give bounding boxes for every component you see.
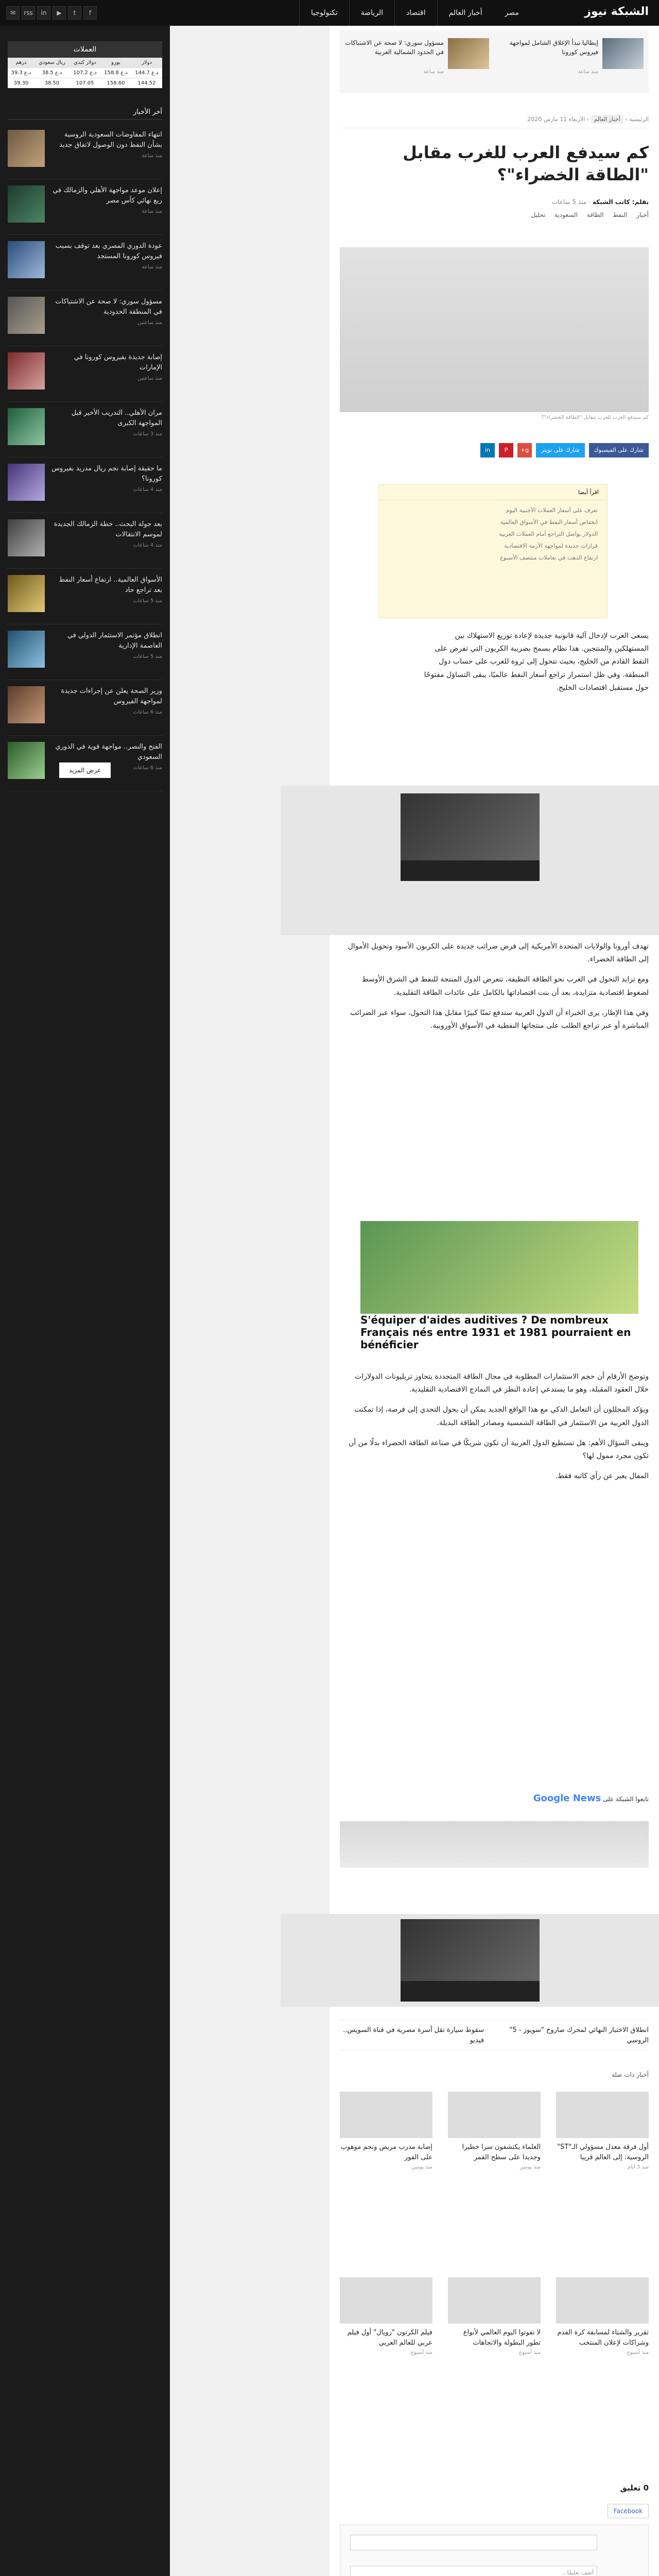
currency-cell: د.ع 158.8	[100, 68, 131, 78]
news-title[interactable]: انتهاء المفاوضات السعودية الروسية بشأن النفط دون الوصول لاتفاق جديد	[59, 131, 162, 149]
news-title[interactable]: بعد جولة البحث.. خطة الزمالك الجديدة لموسم الانتقالات	[54, 520, 162, 538]
related-item[interactable]	[340, 2277, 432, 2355]
sidebar	[0, 26, 170, 2576]
related-title[interactable]: إصابة مدرب مريض ونجم موهوب على الفور	[340, 2143, 432, 2161]
more-news-button[interactable]: عرض المزيد	[59, 762, 111, 778]
list-item[interactable]	[8, 624, 162, 680]
news-date: منذ ساعة	[142, 153, 162, 159]
related-item[interactable]	[556, 2277, 649, 2355]
list-item[interactable]	[8, 346, 162, 402]
related-thumbnail[interactable]	[448, 2277, 541, 2324]
read-also-item[interactable]: قرارات جديدة لمواجهة الأزمة الاقتصادية	[504, 543, 598, 549]
article-tags	[340, 211, 649, 218]
article-paragraph: ومع تزايد التحول في الغرب نحو الطاقة النظيفة، تتعرض الدول المنتجة للنفط في الشرق الأوسط لضغوط اقتصادية متزايدة، بعد أن بنت اقتصاداتها بالكامل على عائدات الطاقة التقليدية.	[361, 975, 649, 997]
related-thumbnail[interactable]	[556, 2092, 649, 2138]
currency-cell: 144.52	[131, 78, 162, 89]
featured-date: منذ ساعة	[578, 69, 598, 75]
featured-thumbnail[interactable]	[602, 38, 644, 69]
news-thumbnail[interactable]	[8, 408, 45, 445]
currency-cell: د.ع 38.5	[34, 68, 70, 78]
related-date: منذ يومين	[411, 2164, 432, 2170]
comment-name-input[interactable]	[350, 2535, 597, 2550]
currency-header: يورو	[100, 58, 131, 68]
ad-creative[interactable]	[401, 793, 540, 881]
related-thumbnail[interactable]	[340, 2092, 432, 2138]
related-date: منذ أسبوع	[410, 2350, 432, 2355]
related-date: منذ أسبوع	[627, 2350, 649, 2355]
nav-item-technology[interactable]: تكنولوجيا	[299, 0, 349, 26]
article-time: منذ 5 ساعات	[551, 198, 587, 206]
follow-label: تابعوا الشبكة على	[603, 1795, 649, 1803]
currency-header: ريال سعودي	[34, 58, 70, 68]
featured-strip	[340, 31, 649, 93]
image-caption: كم سيدفع العرب للغرب مقابل "الطاقة الخضراء"؟	[541, 415, 649, 420]
related-heading: أخبار ذات صلة	[611, 2071, 649, 2078]
news-thumbnail[interactable]	[8, 297, 45, 334]
share-linkedin-icon[interactable]: in	[480, 443, 495, 457]
currency-table	[8, 58, 162, 88]
read-also-item[interactable]: تعرف على أسعار العملات الأجنبية اليوم	[506, 507, 598, 514]
list-item[interactable]	[8, 179, 162, 235]
share-googleplus-icon[interactable]: g+	[517, 443, 532, 457]
news-title[interactable]: مسؤول سوري: لا صحة عن الاشتباكات في المنطقة الحدودية	[55, 298, 162, 316]
tag-item[interactable]: السعودية	[554, 211, 578, 218]
related-thumbnail[interactable]	[448, 2092, 541, 2138]
currency-header: درهم	[8, 58, 34, 68]
related-item[interactable]	[448, 2277, 541, 2355]
ad-image[interactable]	[360, 1221, 638, 1314]
featured-title[interactable]: إيطاليا تبدأ الإغلاق الشامل لمواجهة فيروس كورونا	[509, 39, 598, 56]
related-thumbnail[interactable]	[556, 2277, 649, 2324]
news-date: منذ 4 ساعات	[133, 543, 162, 548]
currency-cell: 158.60	[100, 78, 131, 89]
list-item[interactable]	[8, 680, 162, 736]
ad-headline[interactable]: S'équiper d'aides auditives ? De nombreux Français nés entre 1931 et 1981 pourraient en bénéficier	[360, 1314, 631, 1351]
featured-item[interactable]	[494, 38, 644, 84]
mail-icon[interactable]: ✉	[6, 6, 20, 20]
currency-cell: د.ع 144.7	[131, 68, 162, 78]
read-also-item[interactable]: ارتفاع الذهب في تعاملات منتصف الأسبوع	[500, 554, 598, 561]
social-icons	[6, 6, 97, 20]
news-thumbnail[interactable]	[8, 575, 45, 612]
comments-section	[340, 2483, 649, 2576]
breadcrumb: الرئيسية › أخبار العالم › الأربعاء 11 مارس 2020	[340, 111, 649, 128]
tag-item[interactable]: تحليل	[531, 211, 546, 218]
news-thumbnail[interactable]	[8, 686, 45, 723]
linkedin-icon[interactable]: in	[37, 6, 50, 20]
article-paragraph: ويؤكد المحللون أن التعامل الذكي مع هذا الواقع الجديد يمكن أن يحول التحدي إلى فرصة، إذا تمكنت الدول العربية من الاستثمار في الطاقة الشمسية ومصادر الطاقة البديلة.	[354, 1405, 649, 1427]
next-post-link[interactable]: سقوط سيارة تقل أسرة مصرية في قناة السويس.. فيديو	[343, 2026, 484, 2044]
news-thumbnail[interactable]	[8, 519, 45, 556]
news-thumbnail[interactable]	[8, 185, 45, 223]
ad-creative[interactable]	[401, 1919, 540, 2002]
news-title[interactable]: وزير الصحة يعلن عن إجراءات جديدة لمواجهة الفيروس	[61, 687, 162, 705]
news-title[interactable]: ما حقيقة إصابة نجم ريال مدريد بفيروس كورونا؟	[51, 465, 162, 483]
news-title[interactable]: انطلاق مؤتمر الاستثمار الدولي في العاصمة الإدارية	[67, 632, 162, 650]
read-also-item[interactable]: انخفاض أسعار النفط في الأسواق العالمية	[500, 519, 598, 526]
rss-icon[interactable]: rss	[22, 6, 35, 20]
read-also-item[interactable]: الدولار يواصل التراجع أمام العملات العربية	[499, 531, 598, 537]
news-thumbnail[interactable]	[8, 241, 45, 278]
article-author[interactable]: بقلم: كاتب الشبكة	[592, 198, 649, 206]
google-news-logo[interactable]: Google News	[533, 1793, 601, 1804]
post-navigation	[340, 2020, 649, 2050]
breadcrumb-home[interactable]: الرئيسية	[629, 116, 649, 123]
news-date: منذ 5 ساعات	[133, 654, 162, 659]
article-intro: يسعى الغرب لإدخال آلية قانونية جديدة لإعادة توزيع الاستهلاك بين المستهلكين والمنتجين. هذا نظام يسمح بضريبة الكربون التي تفرض على النفط القادم من الخليج، بحيث تتحول إلى ثروة للغرب على حساب دول المنطقة. وفي ظل استمرار تراجع أسعار النفط عالميًا، يبقى التساؤل مفتوحًا حول مستقبل اقتصادات الخليج.	[424, 632, 649, 692]
facebook-icon[interactable]: f	[83, 6, 97, 20]
youtube-icon[interactable]: ▶	[53, 6, 66, 20]
news-title[interactable]: إصابة جديدة بفيروس كورونا في الإمارات	[74, 353, 162, 371]
google-news-follow[interactable]	[340, 1793, 649, 1804]
top-navigation-bar	[0, 0, 659, 26]
news-title[interactable]: الأسواق العالمية.. ارتفاع أسعار النفط بعد تراجع حاد	[59, 576, 162, 594]
news-date: منذ 3 ساعات	[133, 431, 162, 437]
currency-cell: 107.05	[70, 78, 100, 89]
nav-item-economy[interactable]: اقتصاد	[394, 0, 437, 26]
list-item[interactable]	[8, 457, 162, 513]
news-title[interactable]: الفتح والنصر.. مواجهة قوية في الدوري السعودي	[55, 743, 162, 761]
currency-widget	[8, 41, 162, 88]
news-date: منذ ساعتين	[137, 320, 162, 326]
related-item[interactable]	[448, 2092, 541, 2170]
news-title[interactable]: عودة الدوري المصري بعد توقف بسبب فيروس كورونا المستجد	[55, 242, 162, 260]
list-item[interactable]	[8, 235, 162, 291]
news-date: منذ ساعتين	[137, 376, 162, 381]
read-also-box	[378, 484, 608, 618]
currency-header: دولار	[131, 58, 162, 68]
tag-item[interactable]: النفط	[613, 211, 628, 218]
article-meta: بقلم: كاتب الشبكة · منذ 5 ساعات	[551, 198, 649, 206]
breadcrumb-category[interactable]: أخبار العالم	[591, 115, 623, 124]
related-item[interactable]	[340, 2092, 432, 2170]
related-title[interactable]: تقرير والشتاء لمسابقة كرة القدم وشراكات لإعلان المنتخب	[557, 2329, 649, 2347]
currency-cell: د.ع 39.3	[8, 68, 34, 78]
article-signature: المقال يعبر عن رأي كاتبه فقط.	[555, 1472, 649, 1481]
tag-item[interactable]: الطاقة	[586, 211, 604, 218]
featured-title[interactable]: مسؤول سوري: لا صحة عن الاشتباكات في الحدود الشمالية الغربية	[345, 39, 444, 56]
featured-item[interactable]	[340, 38, 489, 84]
nav-item-sport[interactable]: الرياضة	[349, 0, 394, 26]
news-thumbnail[interactable]	[8, 130, 45, 167]
share-pinterest-icon[interactable]: P	[499, 443, 513, 457]
related-title[interactable]: فيلم الكرتون "رويال" أول فيلم عربي للعالم العربي	[347, 2329, 432, 2347]
news-date: منذ 6 ساعات	[133, 709, 162, 715]
related-title[interactable]: أول فرقة معدل مسؤولي الـ"ST" الروسية: إلى العالم قريبا	[557, 2143, 649, 2161]
comment-textarea[interactable]: أضف تعليقًا...	[350, 2566, 597, 2576]
ad-block	[281, 786, 659, 935]
article-featured-image	[340, 247, 649, 412]
article-title: كم سيدفع العرب للغرب مقابل "الطاقة الخضراء"؟	[403, 143, 649, 185]
read-also-heading: اقرأ أيضا	[379, 485, 607, 500]
list-item[interactable]	[8, 569, 162, 624]
nav-item-egypt[interactable]: مصر	[505, 9, 519, 17]
article-paragraph: وفي هذا الإطار، يرى الخبراء أن الدول العربية ستدفع ثمنًا كبيرًا مقابل هذا التحول، سواء عبر الضرائب المباشرة أو عبر تراجع الطلب على منتجاتها النفطية في الأسواق الأوروبية.	[350, 1008, 649, 1030]
currency-cell: 38.50	[34, 78, 70, 89]
currency-cell: د.ع 107.2	[70, 68, 100, 78]
related-date: منذ أسبوع	[518, 2350, 541, 2355]
list-item[interactable]	[8, 124, 162, 179]
related-date: منذ 3 أيام	[627, 2164, 649, 2170]
nav-item-world[interactable]: أخبار العالم	[437, 0, 494, 26]
facebook-comments-button[interactable]: Facebook	[608, 2504, 649, 2518]
news-date: منذ 6 ساعات	[133, 765, 162, 771]
currency-header: دولار كندي	[70, 58, 100, 68]
article-paragraph: وتوضح الأرقام أن حجم الاستثمارات المطلوبة في مجال الطاقة المتجددة يتجاوز تريليونات الدولارات خلال العقود المقبلة، وهو ما يستدعي إعادة النظر في النماذج الاقتصادية التقليدية.	[355, 1372, 649, 1394]
news-date: منذ 4 ساعات	[133, 487, 162, 493]
featured-thumbnail[interactable]	[448, 38, 489, 69]
news-title[interactable]: إعلان موعد مواجهة الأهلي والزمالك في ربع نهائي كأس مصر	[53, 187, 162, 205]
article-body	[340, 940, 649, 1040]
related-title[interactable]: العلماء يكتشفون سرا خطيرا وجديدا على سطح القمر	[462, 2143, 541, 2161]
ad-block	[281, 1914, 659, 2007]
related-title[interactable]: لا تفوتوا اليوم العالمي لأنواع تطور البطولة والاتجاهات	[463, 2329, 541, 2347]
news-thumbnail[interactable]	[8, 464, 45, 501]
share-bar	[340, 443, 649, 461]
article-paragraph: ويبقى السؤال الأهم: هل تستطيع الدول العربية أن تكون شريكًا في صناعة الطاقة الخضراء بدلًا من أن تكون مجرد ممول لها؟	[349, 1438, 649, 1460]
comments-count: 0 تعليق	[620, 2483, 649, 2493]
list-item[interactable]	[8, 402, 162, 457]
news-thumbnail[interactable]	[8, 352, 45, 389]
share-twitter-button[interactable]: شارك على تويتر	[536, 443, 585, 457]
related-thumbnail[interactable]	[340, 2277, 432, 2324]
news-date: منذ ساعة	[142, 209, 162, 214]
article-body-continued	[340, 1370, 649, 1490]
previous-post-link[interactable]: انطلاق الاختبار النهائي لمحرك صاروخ "سويوز - 5" الروسي	[509, 2026, 649, 2044]
list-item[interactable]	[8, 291, 162, 346]
share-facebook-button[interactable]: شارك على الفيسبوك	[589, 443, 649, 457]
currency-title: العملات	[8, 41, 162, 58]
news-title[interactable]: مران الأهلي.. التدريب الأخير قبل المواجهة الكبرى	[71, 409, 162, 427]
breadcrumb-date: الأربعاء 11 مارس 2020	[527, 116, 585, 123]
featured-date: منذ ساعة	[423, 69, 444, 75]
twitter-icon[interactable]: t	[68, 6, 81, 20]
news-thumbnail[interactable]	[8, 742, 45, 779]
currency-cell: 39.30	[8, 78, 34, 89]
article-paragraph: تهدف أوروبا والولايات المتحدة الأمريكية إلى فرض ضرائب جديدة على الكربون الأسود وتحويل الأموال إلى الطاقة الخضراء.	[348, 942, 649, 964]
list-item[interactable]	[8, 513, 162, 569]
site-logo[interactable]: الشبكة نيوز	[584, 5, 649, 18]
sponsored-ad[interactable]	[340, 1221, 659, 1351]
main-menu	[299, 0, 530, 26]
latest-news-list	[8, 124, 162, 791]
tag-item[interactable]: أخبار	[636, 211, 649, 218]
news-thumbnail[interactable]	[8, 631, 45, 668]
latest-news-heading: آخر الأخبار	[8, 108, 162, 120]
related-item[interactable]	[556, 2092, 649, 2170]
banner-ad[interactable]	[340, 1821, 649, 1868]
news-date: منذ ساعة	[142, 264, 162, 270]
related-date: منذ يومين	[519, 2164, 541, 2170]
news-date: منذ 5 ساعات	[133, 598, 162, 604]
